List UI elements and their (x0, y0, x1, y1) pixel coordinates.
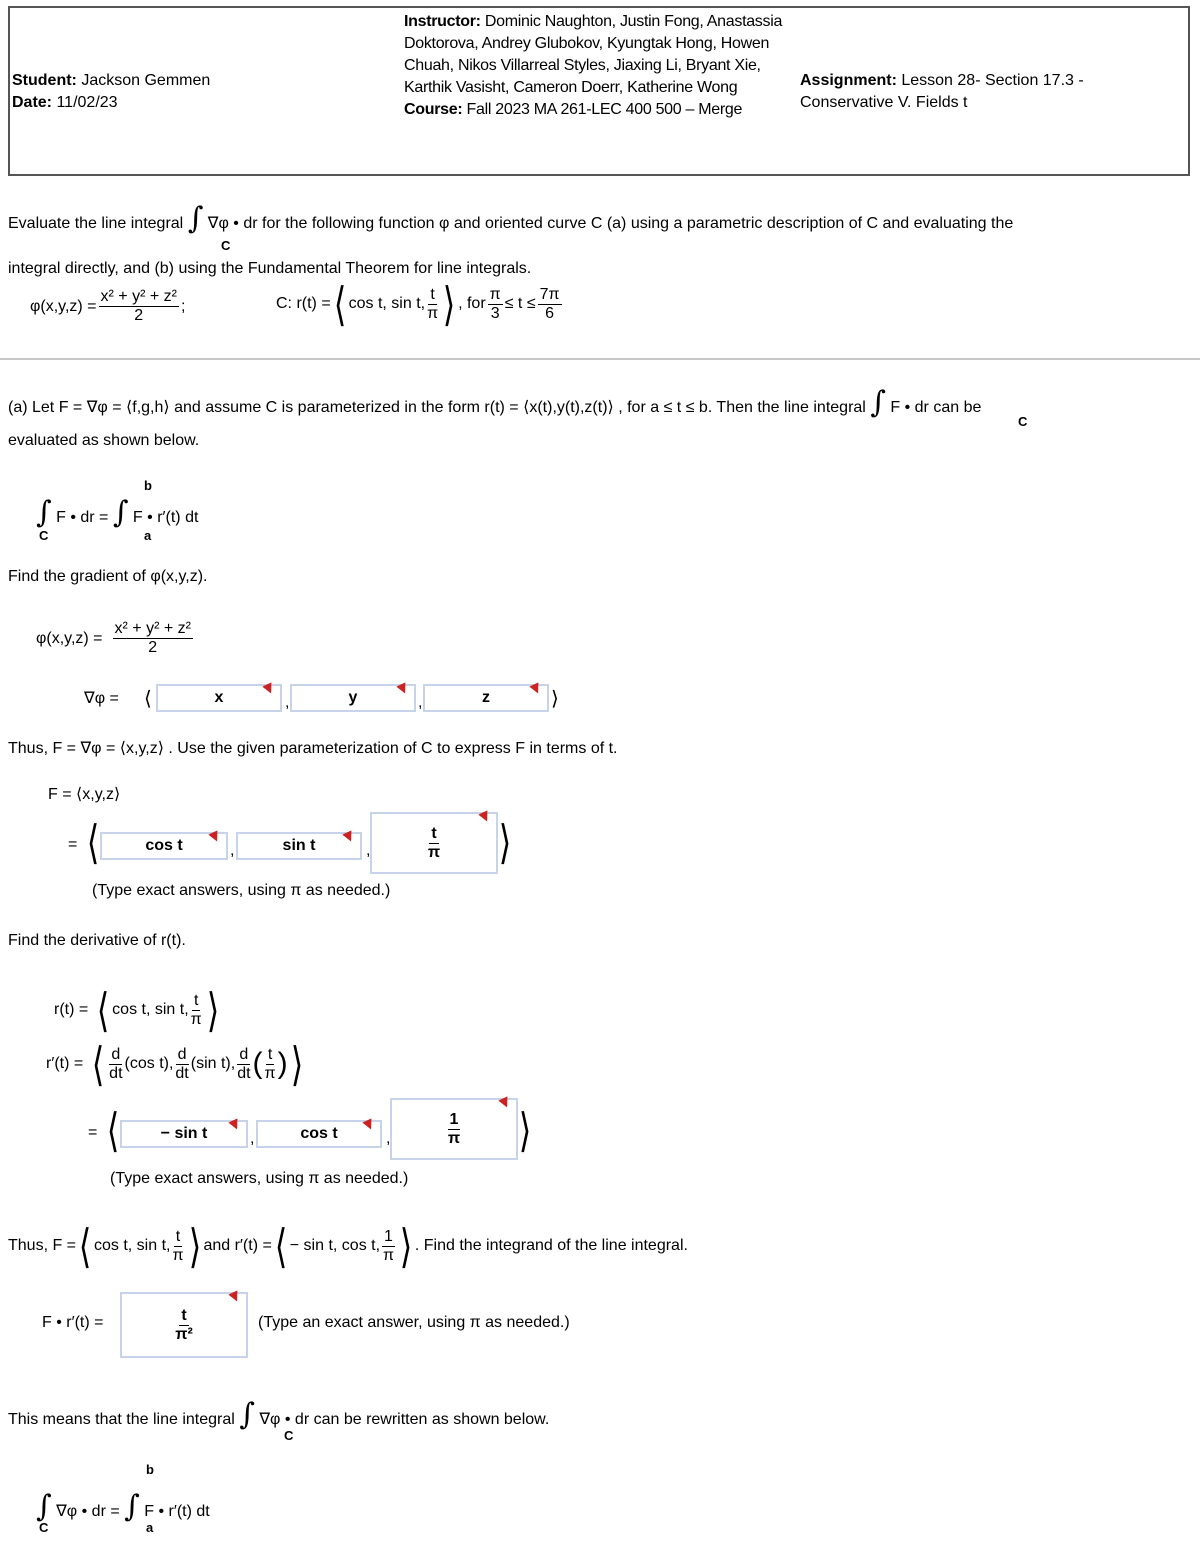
course-value: Fall 2023 MA 261-LEC 400 500 – Merge (466, 101, 743, 118)
answer-text: z (482, 689, 490, 706)
frac-den: π (264, 1064, 276, 1082)
part-a-line1-end: F • dr can be (890, 399, 982, 416)
assignment-header (8, 6, 1190, 176)
phi-fraction (99, 288, 179, 325)
rprime-answer-cos[interactable] (256, 1120, 382, 1148)
F-answer-cos[interactable] (100, 832, 228, 860)
thus-F-text: Thus, F = ∇φ = ⟨x,y,z⟩ . Use the given parameterization of C to express F in terms of t. (8, 740, 618, 757)
integral-identity (36, 495, 199, 530)
intro-text-a: Evaluate the line integral (8, 215, 184, 232)
range-hi (538, 286, 562, 323)
part-a-line1: (a) Let F = ∇φ = ⟨f,g,h⟩ and assume C is parameterized in the form r(t) = ⟨x(t),y(t),z(t)⟩ , for a ≤ t ≤ b. Then the line integral (8, 399, 866, 416)
F-answer-t-over-pi[interactable] (370, 812, 498, 874)
type-note: (Type an exact answer, using π as needed.) (258, 1314, 570, 1331)
integral-lower-c: C (284, 1428, 294, 1443)
assignment-value: Lesson 28- Section 17.3 - Conservative V. Fields t (800, 72, 1084, 111)
answer-text: y (348, 689, 358, 706)
integral-upper-b: b (146, 1462, 154, 1477)
frac (191, 992, 202, 1029)
find-derivative-text: Find the derivative of r(t). (8, 932, 186, 949)
frac-den: π (382, 1246, 394, 1264)
nabla-phi-label: ∇φ = (84, 690, 119, 707)
frac-num: t (193, 991, 199, 1009)
student-label: Student: (12, 72, 77, 89)
means-b: ∇φ • dr can be rewritten as shown below. (259, 1411, 550, 1428)
thus-neg: − sin t, cos t, (289, 1237, 381, 1254)
frac-den: dt (175, 1064, 189, 1082)
divider (0, 358, 1200, 360)
type-note: (Type exact answers, using π as needed.) (110, 1170, 409, 1187)
equals-sign: = (88, 1124, 98, 1141)
brace-close: ⟩ (498, 815, 512, 869)
course-label: Course: (404, 101, 463, 118)
integral-lower-a: a (144, 528, 152, 543)
final-rhs: F • r′(t) dt (144, 1503, 210, 1520)
curve-components: cos t, sin t, (93, 1237, 171, 1254)
final-lhs: ∇φ • dr = (56, 1503, 120, 1520)
gradient-answer-x[interactable] (156, 684, 282, 712)
frac (172, 1228, 183, 1265)
frac-num: d (239, 1045, 249, 1063)
comma: , (366, 842, 371, 859)
rprime-lhs: r′(t) = (46, 1055, 84, 1072)
type-note: (Type exact answers, using π as needed.) (92, 882, 391, 899)
integral-sign: ∫ (124, 1489, 140, 1524)
curve-definition: C: r(t) = ⟨ cos t, sin t, $\frac{t}{\pi}$ ⟩ , for $\frac{\pi}{3}$ ≤ t ≤ $\frac{7\pi}{6}$ (276, 277, 560, 331)
frac-den: dt (109, 1064, 123, 1082)
frac (382, 1228, 395, 1265)
answer-text: cos t (145, 837, 183, 854)
comma: , (386, 1130, 391, 1147)
rprime-answer-1-over-pi[interactable] (390, 1098, 518, 1160)
frac-num: d (177, 1045, 187, 1063)
angle-close: ⟩ (551, 688, 559, 710)
integral-sign: ∫ (112, 495, 129, 530)
cos-paren: (cos t), (124, 1055, 174, 1072)
gradient-lhs (84, 688, 119, 708)
F-equals: F = ⟨x,y,z⟩ (48, 786, 121, 803)
curve-components: cos t, sin t, (348, 295, 426, 312)
frac-num: 1 (449, 1110, 459, 1128)
assignment-info (800, 70, 1160, 114)
instructor-label: Instructor: (404, 13, 481, 30)
integral-lower-c: C (39, 1520, 49, 1535)
comma: , (418, 694, 423, 711)
integral-lower-a: a (146, 1520, 154, 1535)
frac (175, 1307, 193, 1344)
student-name: Jackson Gemmen (81, 72, 211, 89)
brace-open: ⟨ (86, 815, 100, 869)
range-le: ≤ t ≤ (504, 295, 536, 312)
integral-sign: ∫ (187, 201, 204, 236)
t-over-pi (427, 286, 438, 323)
part-a-line2: evaluated as shown below. (8, 432, 200, 449)
phi-restated (36, 620, 195, 657)
F-answer-sin[interactable] (236, 832, 362, 860)
phi-fraction (113, 620, 193, 657)
comma: , (250, 1130, 255, 1147)
range-lo-den: 3 (490, 304, 500, 322)
integral-sign: ∫ (36, 495, 52, 530)
frac (265, 1046, 276, 1083)
curve-lhs: C: r(t) = (276, 295, 331, 312)
problem-intro (8, 201, 1014, 236)
sin-paren: (sin t), (190, 1055, 236, 1072)
answer-text: sin t (282, 837, 316, 854)
student-info (12, 70, 392, 114)
equals-sign: = (68, 836, 78, 853)
comma: , (285, 694, 290, 711)
answer-text: − sin t (160, 1125, 208, 1142)
means-a: This means that the line integral (8, 1411, 235, 1428)
frac-num: t (267, 1045, 273, 1063)
frac-den: π (172, 1246, 184, 1264)
frac-den: π (190, 1010, 202, 1028)
integral-upper-b: b (144, 478, 152, 493)
frac-den: π² (175, 1325, 193, 1343)
thus-summary: Thus, F = ⟨ cos t, sin t, $\frac{t}{\pi}$ ⟩ and r′(t) = ⟨ − sin t, cos t, $\frac{1}{\pi}$ ⟩ . Find the integrand of the line integral. (8, 1219, 688, 1273)
rprime-answer-neg-sin[interactable] (120, 1120, 248, 1148)
brace-open: ⟨ (106, 1103, 120, 1157)
date-value: 11/02/23 (56, 94, 118, 111)
thus-c: . Find the integrand of the line integral. (414, 1237, 688, 1254)
brace-close: ⟩ (518, 1103, 532, 1157)
integral-sign: ∫ (36, 1489, 52, 1524)
gradient-answer-z[interactable] (423, 684, 549, 712)
phi-denominator: 2 (148, 639, 158, 656)
range-hi-num: 7π (539, 285, 560, 303)
frac (448, 1111, 461, 1148)
r-lhs: r(t) = (54, 1001, 89, 1018)
range-hi-den: 6 (545, 304, 555, 322)
range-lo-num: π (489, 285, 501, 303)
instructor-info (404, 11, 794, 121)
frac-den: π (427, 843, 441, 861)
integral-lower-c: C (39, 528, 49, 543)
comma: , (230, 842, 235, 859)
find-gradient-text: Find the gradient of φ(x,y,z). (8, 568, 208, 585)
frac (428, 825, 440, 862)
phi-definition: φ(x,y,z) = $\frac{\text{x² + y² + z²}}{2}$ ; (30, 288, 186, 324)
integral-sign: ∫ (239, 1397, 255, 1432)
phi-denominator: 2 (134, 307, 144, 324)
assignment-label: Assignment: (800, 72, 897, 89)
thus-a: Thus, F = (8, 1237, 77, 1254)
angle-open: ⟨ (144, 688, 152, 710)
frac-num: t (181, 1306, 187, 1324)
final-identity (36, 1489, 210, 1524)
frac-den: dt (237, 1064, 251, 1082)
instructor-names: Dominic Naughton, Justin Fong, Anastassia Doktorova, Andrey Glubokov, Kyungtak Hong, Howen Chuah, Nikos Villarreal Styles, Jiaxing Li, Bryant Xie, Karthik Vasisht, Cameron Doerr, Katherine Wong (404, 13, 783, 96)
part-a-intro (8, 385, 982, 420)
integral-lhs: F • dr = (56, 509, 109, 526)
frac-num: d (111, 1045, 121, 1063)
phi-numerator: x² + y² + z² (114, 620, 191, 637)
phi-lhs: φ(x,y,z) = (36, 629, 103, 647)
frac-num: t (175, 1227, 181, 1245)
dot-product-answer[interactable] (120, 1292, 248, 1358)
frac-num: t (430, 285, 435, 303)
integral-rhs: F • r′(t) dt (132, 509, 199, 526)
date-label: Date: (12, 94, 53, 111)
frac (109, 1046, 122, 1083)
phi-numerator: x² + y² + z² (100, 288, 177, 305)
integral-sign: ∫ (870, 385, 886, 420)
frac-den: π (447, 1129, 461, 1147)
curve-components: cos t, sin t, (112, 1001, 189, 1018)
problem-intro-line2: integral directly, and (b) using the Fundamental Theorem for line integrals. (8, 260, 532, 277)
answer-text: cos t (300, 1125, 338, 1142)
r-restated: r(t) = ⟨ cos t, sin t, $\frac{t}{\pi}$ ⟩ (54, 983, 219, 1037)
frac (237, 1046, 250, 1083)
means-text (8, 1397, 550, 1432)
frac (175, 1046, 188, 1083)
frac-num: t (431, 824, 437, 842)
integral-lower-c: C (221, 238, 231, 253)
thus-b: and r′(t) = (203, 1237, 272, 1254)
r-prime-expression: r′(t) = ⟨ $\frac{d}{dt}$ (cos t), $\frac{d}{dt}$ (sin t), $\frac{d}{dt}$ ( $\frac{t}{\pi}$ ) ⟩ (46, 1037, 303, 1091)
range-lo (488, 286, 503, 323)
frac-den: π (427, 304, 439, 322)
dot-lhs: F • r′(t) = (42, 1314, 104, 1331)
gradient-answer-y[interactable] (290, 684, 416, 712)
phi-lhs: φ(x,y,z) = (30, 297, 97, 315)
for-text: , for (458, 295, 486, 312)
answer-text: x (214, 689, 224, 706)
intro-text-b: ∇φ • dr for the following function φ and oriented curve C (a) using a parametric description of C and evaluating the (207, 215, 1014, 232)
frac-num: 1 (384, 1227, 393, 1245)
integral-lower-c: C (1018, 414, 1028, 429)
